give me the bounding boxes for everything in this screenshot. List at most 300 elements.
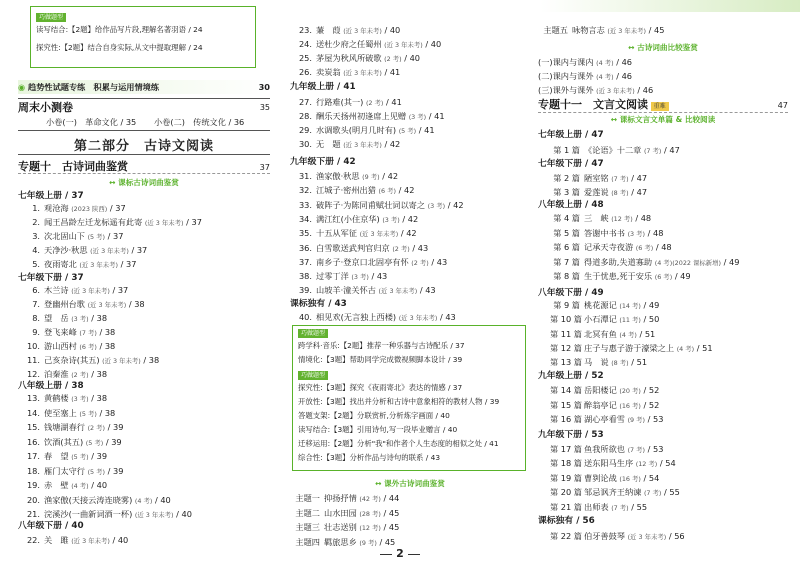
- entry-exam-count: (3 考): [71, 395, 89, 403]
- toc-entry[interactable]: [550, 227, 788, 239]
- toc-entry[interactable]: [550, 212, 788, 224]
- entry-number: 14.: [26, 407, 40, 418]
- toc-entry[interactable]: [550, 172, 788, 184]
- entry-exam-count: (3 考): [71, 315, 89, 323]
- grade-heading[interactable]: 九年级下册 / 42: [290, 157, 356, 167]
- toc-entry[interactable]: [290, 507, 530, 519]
- entry-exam-count: (近 3 年未考): [384, 41, 423, 49]
- toc-entry[interactable]: [26, 340, 270, 352]
- entry-title: 曹刿论战: [584, 472, 617, 483]
- box-item[interactable]: 答题支架:【2题】分联赏析,分析炼字画面 / 40: [298, 411, 450, 420]
- toc-entry[interactable]: [298, 170, 530, 182]
- entry-page: / 38: [99, 327, 116, 337]
- toc-entry[interactable]: [298, 52, 530, 64]
- toc-entry[interactable]: [298, 96, 530, 108]
- entry-exam-count: (9 考): [362, 173, 380, 181]
- entry-title: 抑扬抒情: [324, 493, 357, 503]
- toc-column-2: [290, 0, 530, 565]
- toc-entry[interactable]: [550, 313, 788, 325]
- box-item[interactable]: 情境化:【3题】帮助同学完成微视频脚本设计 / 39: [298, 355, 463, 364]
- entry-exam-count: (6 考): [79, 343, 97, 351]
- entry-number: 第 11 篇: [550, 328, 582, 339]
- entry-title: 满江红(小住京华): [316, 213, 380, 224]
- toc-entry[interactable]: [298, 66, 530, 78]
- entry-exam-count: (6 考): [654, 273, 673, 281]
- entry-page: / 47: [631, 173, 648, 183]
- entry-page: / 54: [643, 472, 660, 483]
- toc-entry[interactable]: [26, 479, 270, 491]
- entry-exam-count: (近 3 年未考): [87, 301, 127, 309]
- entry-title: 送杜少府之任蜀州: [316, 39, 382, 49]
- entry-number: 第 16 篇: [550, 414, 582, 424]
- box-item[interactable]: 跨学科·音乐:【2题】推荐一种乐器与古诗配乐 / 37: [298, 341, 465, 350]
- toc-entry[interactable]: [26, 258, 270, 270]
- entry-number: 第 21 篇: [550, 501, 582, 512]
- entry-title: 陋室铭: [584, 173, 609, 183]
- entry-number: 第 10 篇: [550, 314, 582, 325]
- entry-title: 咏物言志: [572, 25, 605, 35]
- entry-number: 37.: [298, 256, 312, 267]
- toc-entry[interactable]: [550, 144, 788, 156]
- comparison-item[interactable]: (一)课内与课内 (4 考) / 46: [538, 57, 632, 67]
- page-number: 2: [355, 547, 445, 560]
- entry-exam-count: (5 考): [85, 438, 104, 447]
- entry-page: / 37: [131, 245, 148, 255]
- entry-number: 主题三: [295, 522, 320, 532]
- trend-practice-link[interactable]: ◉ 趋势性试题专练 积累与运用情境练 30: [18, 82, 270, 92]
- entry-exam-count: (12 考): [359, 524, 381, 532]
- entry-number: 21.: [26, 509, 40, 519]
- entry-page: / 39: [107, 465, 124, 476]
- toc-entry[interactable]: [550, 530, 788, 542]
- toc-entry[interactable]: [26, 230, 270, 242]
- box-item[interactable]: 探究性:【3题】探究《夜雨寄北》表达的情感 / 37: [298, 383, 463, 392]
- entry-number: 1.: [32, 203, 40, 213]
- toc-entry[interactable]: [298, 270, 530, 282]
- toc-entry[interactable]: [26, 202, 270, 214]
- toc-entry[interactable]: [538, 24, 788, 36]
- entry-number: 第 2 篇: [553, 173, 580, 183]
- entry-page: / 51: [631, 357, 648, 368]
- entry-number: 13.: [26, 393, 40, 403]
- entry-exam-count: (近 3 年未考): [144, 219, 184, 227]
- entry-title: 三 峡: [584, 213, 609, 223]
- grade-heading[interactable]: 七年级上册 / 47: [538, 130, 604, 140]
- toc-entry[interactable]: [26, 368, 270, 380]
- entry-exam-count: (2 考): [365, 99, 384, 107]
- entry-title: 山水田园: [324, 507, 357, 518]
- entry-number: 第 15 篇: [550, 399, 582, 410]
- toc-entry[interactable]: [290, 536, 530, 548]
- box-item[interactable]: 迁移运用:【2题】分析"我"和作者个人生态度的相似之处 / 41: [298, 439, 499, 448]
- entry-exam-count: (5 考): [79, 409, 97, 418]
- comparison-item[interactable]: (二)课内与课外 (4 考) / 46: [538, 71, 632, 81]
- entry-exam-count: (近 3 年未考): [607, 27, 647, 35]
- entry-exam-count: (7 考): [611, 503, 629, 512]
- entry-exam-count: (9 考): [359, 538, 377, 547]
- entry-exam-count: (2 考): [71, 371, 89, 379]
- entry-number: 32.: [298, 185, 312, 196]
- entry-exam-count: (2 考): [384, 55, 402, 63]
- entry-exam-count: (2 考): [87, 424, 106, 432]
- box-item[interactable]: 读写结合:【2题】给作品写片段,理解名著羽语 / 24: [36, 25, 203, 34]
- entry-page: / 42: [447, 199, 464, 210]
- toc-entry[interactable]: [26, 216, 270, 228]
- toc-entry[interactable]: [550, 356, 788, 368]
- grade-heading[interactable]: 八年级下册 / 40: [18, 521, 84, 531]
- entry-number: 第 14 篇: [550, 385, 582, 395]
- toc-entry[interactable]: [26, 494, 270, 506]
- entry-title: 爱莲说: [584, 187, 609, 197]
- entry-exam-count: (5 考): [87, 233, 106, 241]
- entry-page: / 39: [105, 436, 122, 447]
- entry-title: 相见欢(无言独上西楼): [316, 312, 397, 322]
- entry-page: / 40: [154, 494, 171, 505]
- subsection-heading: ↔ 课外古诗词曲鉴赏: [375, 479, 445, 488]
- toc-entry[interactable]: [298, 227, 530, 239]
- entry-page: / 40: [425, 39, 442, 49]
- entry-exam-count: (8 考): [611, 189, 629, 197]
- entry-number: 主题四: [295, 536, 320, 547]
- entry-number: 主题五: [543, 25, 568, 35]
- entry-page: / 48: [655, 242, 672, 252]
- entry-page: / 53: [647, 444, 664, 454]
- subsection-heading: ↔ 课标文言文单篇 & 比较阅读: [610, 115, 716, 124]
- entry-title: 观沧海: [44, 203, 69, 213]
- entry-number: 6.: [32, 285, 40, 295]
- entry-number: 第 5 篇: [553, 227, 580, 238]
- entry-page: / 54: [659, 458, 676, 469]
- entry-page: / 51: [639, 328, 656, 339]
- entry-number: 第 12 篇: [550, 342, 582, 353]
- entry-page: / 43: [431, 256, 448, 267]
- toc-entry[interactable]: [298, 284, 530, 296]
- entry-page: / 38: [128, 299, 145, 309]
- toc-entry[interactable]: [550, 399, 788, 411]
- minor-test-2[interactable]: 小卷(二) 传统文化 / 36: [154, 117, 245, 127]
- toc-entry[interactable]: [550, 486, 788, 498]
- entry-page: / 49: [723, 256, 740, 267]
- entry-number: 第 17 篇: [550, 444, 582, 454]
- entry-number: 第 3 篇: [553, 187, 580, 197]
- entry-page: / 40: [91, 480, 108, 490]
- entry-number: 40.: [298, 312, 312, 322]
- toc-entry[interactable]: [26, 508, 270, 520]
- entry-number: 16.: [26, 436, 40, 447]
- toc-entry[interactable]: [298, 138, 530, 150]
- entry-number: 8.: [32, 313, 40, 323]
- entry-number: 34.: [298, 213, 312, 224]
- entry-title: 关 雎: [44, 535, 69, 545]
- entry-page: / 37: [107, 231, 124, 241]
- grade-heading[interactable]: 九年级上册 / 41: [290, 82, 356, 92]
- entry-exam-count: (2 考): [411, 258, 429, 267]
- entry-title: 茅屋为秋风所破歌: [316, 53, 382, 63]
- entry-title: 壮志送别: [324, 522, 357, 532]
- entry-title: 桃花源记: [584, 300, 617, 310]
- entry-page: / 52: [643, 385, 660, 395]
- entry-number: 第 19 篇: [550, 472, 582, 483]
- entry-number: 9.: [32, 327, 40, 337]
- entry-number: 33.: [298, 199, 312, 210]
- entry-number: 5.: [32, 259, 40, 269]
- toc-entry[interactable]: [550, 186, 788, 198]
- entry-title: 答谢中书书: [584, 227, 625, 238]
- entry-title: 江城子·密州出猎: [316, 185, 376, 196]
- toc-entry[interactable]: [26, 407, 270, 419]
- toc-entry[interactable]: [298, 256, 530, 268]
- entry-number: 28.: [298, 111, 312, 121]
- toc-entry[interactable]: [26, 436, 270, 448]
- entry-title: 十五从军征: [316, 228, 357, 239]
- entry-page: / 47: [631, 187, 648, 197]
- entry-exam-count: (16 考): [619, 401, 641, 410]
- entry-page: / 42: [384, 139, 401, 149]
- entry-number: 第 20 篇: [550, 487, 582, 498]
- entry-page: / 41: [428, 111, 445, 121]
- toc-entry[interactable]: [550, 342, 788, 354]
- entry-title: 北冥有鱼: [584, 328, 617, 339]
- entry-page: / 52: [643, 399, 660, 410]
- entry-title: 天净沙·秋思: [44, 245, 88, 255]
- toc-entry[interactable]: [550, 384, 788, 396]
- entry-exam-count: (6 考): [378, 187, 397, 196]
- entry-title: 生于忧患,死于安乐: [584, 271, 653, 281]
- entry-title: 山坡羊·潼关怀古: [316, 285, 376, 296]
- entry-title: 邹忌讽齐王纳谏: [584, 487, 642, 498]
- toc-entry[interactable]: [298, 311, 530, 323]
- entry-title: 醉翁亭记: [584, 399, 617, 410]
- grade-heading[interactable]: 八年级上册 / 48: [538, 200, 604, 210]
- toc-entry[interactable]: [26, 312, 270, 324]
- toc-entry[interactable]: [26, 450, 270, 462]
- entry-exam-count: (近 3 年未考): [359, 230, 399, 239]
- toc-column-3: [538, 0, 788, 565]
- entry-page: / 42: [382, 171, 399, 181]
- toc-entry[interactable]: [26, 421, 270, 433]
- toc-entry[interactable]: [298, 110, 530, 122]
- entry-title: 己亥杂诗(其五): [44, 355, 100, 365]
- entry-exam-count: (近 3 年未考): [343, 69, 382, 77]
- entry-title: 黄鹤楼: [44, 393, 69, 403]
- comparison-item[interactable]: (三)课外与课外 (近 3 年未考) / 46: [538, 85, 654, 95]
- entry-number: 25.: [298, 53, 312, 63]
- entry-page: / 38: [99, 341, 116, 351]
- entry-number: 第 1 篇: [553, 145, 580, 155]
- toc-entry[interactable]: [550, 472, 788, 484]
- toc-entry[interactable]: [26, 298, 270, 310]
- box-item[interactable]: 读写结合:【3题】引用诗句,写一段毕业赠言 / 40: [298, 425, 458, 434]
- entry-page: / 50: [643, 314, 660, 325]
- minor-test-1[interactable]: 小卷(一) 革命文化 / 35: [46, 117, 137, 127]
- entry-number: 23.: [298, 25, 312, 35]
- entry-number: 12.: [26, 369, 40, 379]
- entry-exam-count: (近 3 年未考): [79, 261, 119, 269]
- entry-page: / 48: [635, 213, 652, 223]
- entry-number: 主题一: [295, 493, 320, 503]
- entry-number: 20.: [26, 494, 40, 505]
- entry-title: 雁门太守行: [44, 465, 85, 476]
- entry-exam-count: (2 考): [392, 244, 410, 253]
- entry-title: 行路难(其一): [316, 97, 364, 107]
- entry-number: 4.: [32, 245, 40, 255]
- entry-title: 木兰诗: [44, 285, 69, 295]
- entry-title: 渔家傲(天接云涛连晓雾): [44, 494, 133, 505]
- entry-title: 湖心亭看雪: [584, 414, 625, 424]
- entry-exam-count: (4 考): [71, 482, 89, 490]
- toc-entry[interactable]: [26, 354, 270, 366]
- grade-heading[interactable]: 七年级下册 / 37: [18, 273, 84, 283]
- toc-entry[interactable]: [550, 256, 788, 268]
- toc-entry[interactable]: [298, 213, 530, 225]
- entry-exam-count: (7 考): [643, 489, 662, 498]
- grade-heading[interactable]: 九年级下册 / 53: [538, 430, 604, 440]
- entry-number: 26.: [298, 67, 312, 77]
- entry-page: / 39: [107, 422, 124, 432]
- entry-page: / 41: [418, 125, 435, 135]
- box-tag: 巧做题型: [298, 329, 328, 338]
- grade-heading[interactable]: 课标独有 / 56: [538, 516, 595, 526]
- entry-number: 17.: [26, 451, 40, 461]
- entry-exam-count: (28 考): [359, 509, 381, 518]
- grade-heading[interactable]: 七年级上册 / 37: [18, 191, 84, 201]
- entry-title: 蒹 葭: [316, 25, 341, 35]
- entry-title: 庄子与惠子游于濠梁之上: [584, 342, 675, 353]
- entry-title: 春 望: [44, 451, 69, 461]
- entry-exam-count: (42 考): [359, 495, 381, 503]
- entry-page: / 45: [383, 507, 400, 518]
- toc-entry[interactable]: [298, 124, 530, 136]
- entry-title: 白雪歌送武判官归京: [316, 242, 390, 253]
- grade-heading[interactable]: 九年级上册 / 52: [538, 371, 604, 381]
- entry-page: / 39: [91, 451, 108, 461]
- toc-entry[interactable]: [550, 299, 788, 311]
- entry-title: 记承天寺夜游: [584, 242, 634, 252]
- toc-entry[interactable]: [290, 521, 530, 533]
- entry-number: 39.: [298, 285, 312, 296]
- entry-exam-count: (近 3 年未考): [398, 314, 438, 322]
- toc-entry[interactable]: [298, 38, 530, 50]
- toc-entry[interactable]: [550, 443, 788, 455]
- entry-title: 《论语》十二章: [584, 145, 642, 155]
- entry-number: 36.: [298, 242, 312, 253]
- toc-column-1: [18, 0, 270, 565]
- toc-entry[interactable]: [550, 501, 788, 513]
- box-item[interactable]: 综合性:【3题】分析作品与诗句的联系 / 43: [298, 453, 441, 462]
- toc-entry[interactable]: [26, 465, 270, 477]
- toc-entry[interactable]: [298, 184, 530, 196]
- weekly-test-link[interactable]: 周末小测卷 35: [18, 101, 270, 114]
- entry-number: 第 7 篇: [553, 256, 580, 267]
- toc-entry[interactable]: [298, 242, 530, 254]
- entry-title: 马 说: [584, 357, 609, 368]
- toc-entry[interactable]: [26, 326, 270, 338]
- entry-page: / 43: [439, 312, 456, 322]
- entry-number: 22.: [26, 535, 40, 545]
- entry-title: 得道多助,失道寡助: [584, 256, 653, 267]
- entry-title: 水调歌头(明月几时有): [316, 125, 397, 135]
- entry-exam-count: (4 考): [619, 330, 637, 339]
- toc-entry[interactable]: [550, 328, 788, 340]
- toc-entry[interactable]: [290, 492, 530, 504]
- box-item[interactable]: 探究性:【2题】结合自身实际,从文中提取理解 / 24: [36, 43, 203, 52]
- entry-page: / 44: [383, 493, 400, 503]
- entry-title: 望 岳: [44, 313, 69, 323]
- entry-exam-count: (7 考): [643, 147, 662, 155]
- entry-page: / 49: [643, 300, 660, 310]
- topic-11-link[interactable]: 专题十一 文言文阅读 重难 47: [538, 98, 788, 111]
- entry-page: / 53: [647, 414, 664, 424]
- entry-number: 19.: [26, 480, 40, 490]
- entry-page: / 38: [91, 393, 108, 403]
- entry-title: 无 题: [316, 139, 341, 149]
- entry-number: 3.: [32, 231, 40, 241]
- grade-heading[interactable]: 八年级上册 / 38: [18, 381, 84, 391]
- toc-entry[interactable]: [550, 457, 788, 469]
- entry-number: 第 18 篇: [550, 458, 582, 469]
- toc-entry[interactable]: [298, 24, 530, 36]
- entry-page: / 45: [383, 522, 400, 532]
- entry-number: 38.: [298, 271, 312, 282]
- entry-title: 夜雨寄北: [44, 259, 77, 269]
- subsection-heading: ↔ 课标古诗词曲鉴赏: [109, 178, 179, 187]
- entry-page: / 40: [112, 535, 129, 545]
- entry-exam-count: (近 3 年未考): [343, 141, 382, 149]
- entry-number: 2.: [32, 217, 40, 227]
- entry-exam-count: (3 考): [351, 273, 369, 282]
- toc-entry[interactable]: [298, 199, 530, 211]
- entry-page: / 48: [647, 227, 664, 238]
- entry-page: / 42: [400, 228, 417, 239]
- entry-page: / 37: [186, 217, 202, 227]
- part-title: 第二部分 古诗文阅读: [73, 139, 214, 154]
- toc-entry[interactable]: [26, 284, 270, 296]
- box-tag: 巧做题型: [36, 13, 66, 22]
- entry-title: 酬乐天扬州初逢席上见赠: [316, 111, 407, 121]
- entry-exam-count: (近 3 年未考): [71, 537, 110, 545]
- entry-exam-count: (16 考): [619, 474, 641, 483]
- entry-exam-count: (2023 陕西): [71, 205, 108, 213]
- entry-number: 27.: [298, 97, 312, 107]
- entry-page: / 41: [384, 67, 401, 77]
- box-item[interactable]: 开放性:【3题】找出并分析和古诗中意象相符的教材人物 / 39: [298, 397, 500, 406]
- entry-number: 第 4 篇: [553, 213, 580, 223]
- entry-title: 登飞来峰: [44, 327, 77, 337]
- grade-heading[interactable]: 八年级下册 / 49: [538, 288, 604, 298]
- grade-heading[interactable]: 七年级下册 / 47: [538, 159, 604, 169]
- entry-title: 卖炭翁: [316, 67, 341, 77]
- entry-page: / 38: [143, 355, 160, 365]
- entry-exam-count: (14 考): [619, 302, 641, 310]
- entry-exam-count: (近 3 年未考): [378, 287, 418, 296]
- entry-exam-count: (3 考): [408, 113, 427, 121]
- toc-entry[interactable]: [550, 241, 788, 253]
- entry-exam-count: (7 考): [79, 329, 97, 337]
- grade-heading[interactable]: 课标独有 / 43: [290, 299, 347, 309]
- toc-entry[interactable]: [550, 270, 788, 282]
- toc-entry[interactable]: [26, 392, 270, 404]
- entry-title: 小石潭记: [584, 314, 617, 325]
- entry-page: / 43: [371, 271, 388, 282]
- toc-entry[interactable]: [550, 413, 788, 425]
- entry-title: 赤 壁: [44, 480, 69, 490]
- entry-title: 登幽州台歌: [44, 299, 85, 309]
- entry-number: 第 6 篇: [553, 242, 580, 252]
- entry-page: / 55: [631, 501, 648, 512]
- toc-entry[interactable]: [26, 534, 270, 546]
- topic-10-link[interactable]: 专题十 古诗词曲鉴赏 37: [18, 160, 270, 173]
- toc-entry[interactable]: [26, 244, 270, 256]
